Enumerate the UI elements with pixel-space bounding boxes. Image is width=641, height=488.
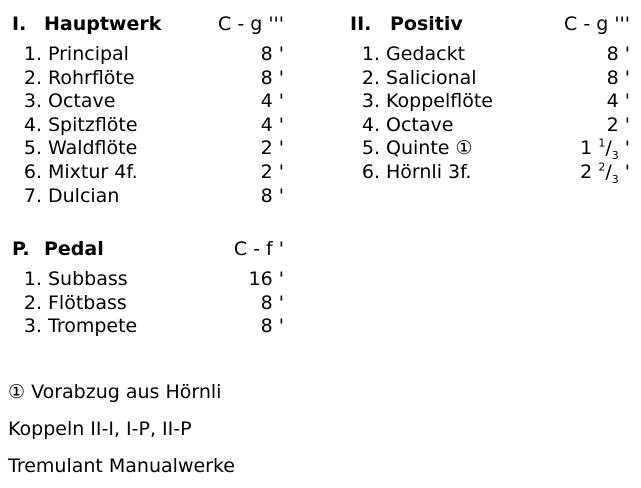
- stop-length: 8 ': [606, 43, 630, 65]
- stop-length: 8 ': [260, 291, 284, 314]
- stop-name: Flötbass: [48, 291, 127, 314]
- length-unit: ': [624, 137, 630, 160]
- stop-row: [12, 114, 284, 138]
- stop-name: Quinte ①: [386, 137, 473, 160]
- stop-length: 4 ': [606, 90, 630, 113]
- compass-range: C - g ''': [564, 13, 630, 35]
- stop-name: Waldflöte: [48, 137, 138, 160]
- stop-length: 4 ': [260, 113, 284, 136]
- stop-index: 6.: [361, 160, 380, 183]
- stop-name: Rohrflöte: [48, 66, 135, 89]
- stop-row: [350, 43, 630, 67]
- stop-row: [350, 114, 630, 138]
- length-whole: 1: [580, 137, 593, 160]
- stop-list: [12, 43, 284, 208]
- stop-name: Salicional: [386, 66, 477, 89]
- section-pedal: [12, 236, 284, 346]
- stop-name: Principal: [48, 43, 129, 65]
- length-whole: 2: [580, 160, 593, 183]
- manual-name: Pedal: [44, 238, 104, 260]
- stop-length: 8 ': [260, 315, 284, 338]
- manual-number: I.: [12, 13, 27, 35]
- stop-row: [350, 137, 630, 161]
- stop-row: [12, 43, 284, 67]
- stop-name: Mixtur 4f.: [48, 160, 138, 183]
- stop-length: 8 ': [606, 66, 630, 89]
- stop-list: [12, 268, 284, 339]
- fraction-numerator: 2: [598, 160, 606, 174]
- section-hauptwerk: [12, 11, 284, 211]
- stop-length: 8 ': [260, 66, 284, 89]
- stop-row: [12, 67, 284, 91]
- manual-name: Hauptwerk: [44, 13, 162, 35]
- stop-name: Trompete: [48, 315, 138, 338]
- stop-length: 2 $^2/_3$ ': [580, 160, 630, 186]
- section-header: [12, 236, 284, 262]
- section-positiv: [350, 11, 630, 191]
- section-header: [12, 11, 284, 37]
- stop-row: [12, 315, 284, 339]
- stop-index: 5.: [23, 137, 42, 160]
- stop-length: 8 ': [260, 184, 284, 207]
- length-unit: ': [624, 160, 630, 183]
- stop-index: 3.: [361, 90, 380, 113]
- stop-index: 4.: [23, 113, 42, 136]
- stop-length: 2 ': [606, 113, 630, 136]
- stop-index: 2.: [23, 66, 42, 89]
- stop-row: [12, 161, 284, 185]
- note-vorabzug: ① Vorabzug aus Hörnli: [8, 381, 222, 403]
- stop-row: [12, 185, 284, 209]
- stop-index: 3.: [23, 90, 42, 113]
- compass-range: C - g ''': [218, 13, 284, 35]
- stop-list: [350, 43, 630, 185]
- stop-name: Koppelflöte: [386, 90, 493, 113]
- stop-index: 5.: [361, 137, 380, 160]
- stop-length: 8 ': [260, 43, 284, 65]
- stop-length: 1 $^1/_3$ ': [580, 137, 630, 163]
- stop-row: [350, 90, 630, 114]
- stop-index: 3.: [23, 315, 42, 338]
- stop-name: Spitzflöte: [48, 113, 138, 136]
- fraction-denominator: 3: [611, 172, 619, 186]
- manual-name: Positiv: [390, 13, 463, 35]
- stop-name: Hörnli 3f.: [386, 160, 472, 183]
- stop-length: 4 ': [260, 90, 284, 113]
- stop-index: 1.: [23, 43, 42, 65]
- stop-index: 7.: [23, 184, 42, 207]
- compass-range: C - f ': [233, 238, 284, 260]
- stop-row: [12, 292, 284, 316]
- stop-length: 2 ': [260, 137, 284, 160]
- note-koppeln: Koppeln II-I, I-P, II-P: [8, 418, 192, 440]
- stop-length: 2 ': [260, 160, 284, 183]
- fraction-numerator: 1: [598, 137, 606, 151]
- note-tremulant: Tremulant Manualwerke: [8, 455, 235, 477]
- stop-length: 16 ': [248, 268, 284, 290]
- stop-name: Octave: [48, 90, 116, 113]
- stop-index: 1.: [23, 268, 42, 290]
- stop-index: 2.: [23, 291, 42, 314]
- fraction-denominator: 3: [611, 149, 619, 163]
- stop-row: [350, 67, 630, 91]
- stop-name: Octave: [386, 113, 454, 136]
- stop-row: [12, 137, 284, 161]
- stop-name: Dulcian: [48, 184, 120, 207]
- stop-index: 4.: [361, 113, 380, 136]
- stop-index: 6.: [23, 160, 42, 183]
- stop-index: 1.: [361, 43, 380, 65]
- stop-row: [350, 161, 630, 185]
- stop-row: [12, 90, 284, 114]
- manual-number: P.: [12, 238, 30, 260]
- stop-row: [12, 268, 284, 292]
- stop-index: 2.: [361, 66, 380, 89]
- stop-name: Gedackt: [386, 43, 466, 65]
- section-header: [350, 11, 630, 37]
- stop-name: Subbass: [48, 268, 128, 290]
- manual-number: II.: [350, 13, 372, 35]
